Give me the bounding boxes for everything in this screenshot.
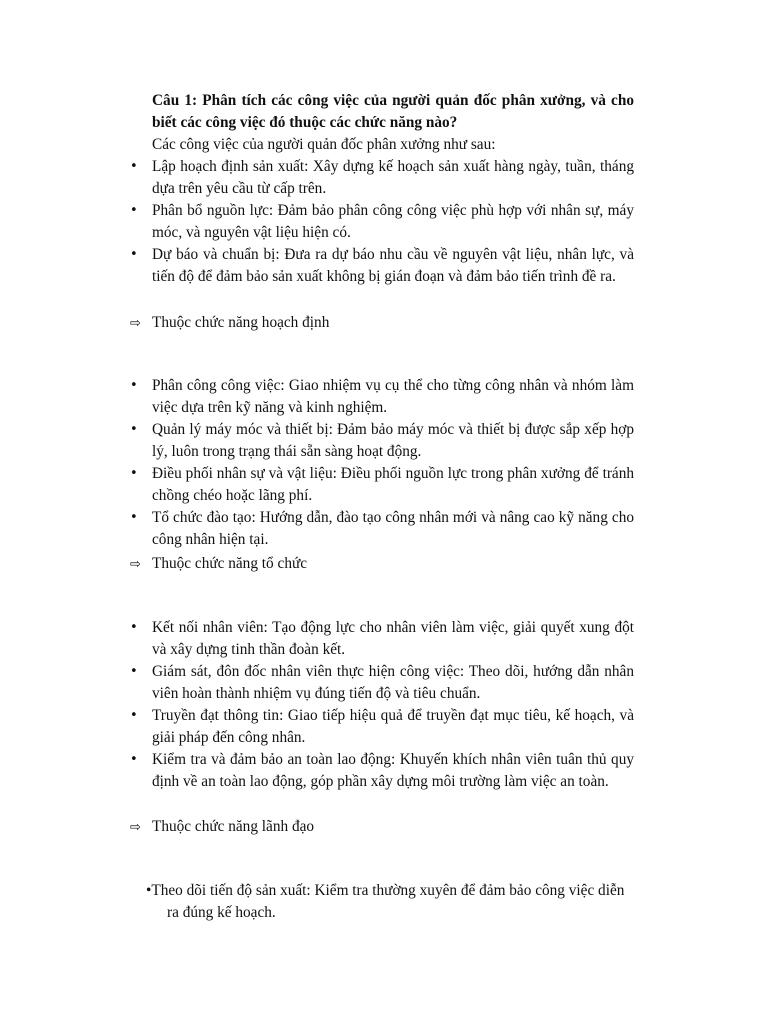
list-item: • Điều phối nhân sự và vật liệu: Điều phối nguồn lực trong phân xưởng để tránh chồng chéo hoặc lãng phí. <box>152 463 634 507</box>
planning-conclusion <box>130 312 634 335</box>
list-item: • Tổ chức đào tạo: Hướng dẫn, đào tạo công nhân mới và nâng cao kỹ năng cho công nhân hiện tại. <box>152 507 634 551</box>
list-item: • Kết nối nhân viên: Tạo động lực cho nhân viên làm việc, giải quyết xung đột và xây dựng tinh thần đoàn kết. <box>152 617 634 661</box>
leading-list <box>152 617 634 793</box>
organizing-list <box>152 375 634 551</box>
intro-text: Các công việc của người quản đốc phân xưởng như sau: <box>152 136 496 153</box>
question-title: Câu 1: Phân tích các công việc của người quản đốc phân xưởng, và cho biết các công việc đó thuộc các chức năng nào? <box>152 92 634 131</box>
list-item: • Truyền đạt thông tin: Giao tiếp hiệu quả để truyền đạt mục tiêu, kế hoạch, và giải pháp đến công nhân. <box>152 705 634 749</box>
monitoring-item <box>146 880 661 924</box>
planning-list <box>152 156 634 288</box>
conclusion-text: Thuộc chức năng lãnh đạo <box>152 818 315 835</box>
leading-conclusion <box>130 816 634 839</box>
list-item: • Lập hoạch định sản xuất: Xây dựng kế hoạch sản xuất hàng ngày, tuần, tháng dựa trên yêu cầu từ cấp trên. <box>152 156 634 200</box>
monitoring-line-1: •Theo dõi tiến độ sản xuất: Kiểm tra thường xuyên để đảm bảo công việc diễn <box>146 882 625 899</box>
conclusion-text: Thuộc chức năng hoạch định <box>152 314 330 331</box>
right-arrow-icon: ⇨ <box>130 820 141 835</box>
monitoring-line-2: ra đúng kế hoạch. <box>167 904 276 921</box>
right-arrow-icon: ⇨ <box>130 557 141 572</box>
list-item: • Kiểm tra và đảm bảo an toàn lao động: Khuyến khích nhân viên tuân thủ quy định về an toàn lao động, góp phần xây dựng môi trường làm việc an toàn. <box>152 749 634 793</box>
list-item: • Dự báo và chuẩn bị: Đưa ra dự báo nhu cầu về nguyên vật liệu, nhân lực, và tiến độ để đảm bảo sản xuất không bị gián đoạn và đảm bảo tiến trình đề ra. <box>152 244 634 288</box>
right-arrow-icon: ⇨ <box>130 316 141 331</box>
conclusion-text: Thuộc chức năng tổ chức <box>152 555 308 572</box>
list-item: • Giám sát, đôn đốc nhân viên thực hiện công việc: Theo dõi, hướng dẫn nhân viên hoàn thành nhiệm vụ đúng tiến độ và tiêu chuẩn. <box>152 661 634 705</box>
list-item: • Phân công công việc: Giao nhiệm vụ cụ thể cho từng công nhân và nhóm làm việc dựa trên kỹ năng và kinh nghiệm. <box>152 375 634 419</box>
list-item: • Quản lý máy móc và thiết bị: Đảm bảo máy móc và thiết bị được sắp xếp hợp lý, luôn trong trạng thái sẵn sàng hoạt động. <box>152 419 634 463</box>
list-item: • Phân bổ nguồn lực: Đảm bảo phân công công việc phù hợp với nhân sự, máy móc, và nguyên vật liệu hiện có. <box>152 200 634 244</box>
organizing-conclusion <box>130 553 634 576</box>
